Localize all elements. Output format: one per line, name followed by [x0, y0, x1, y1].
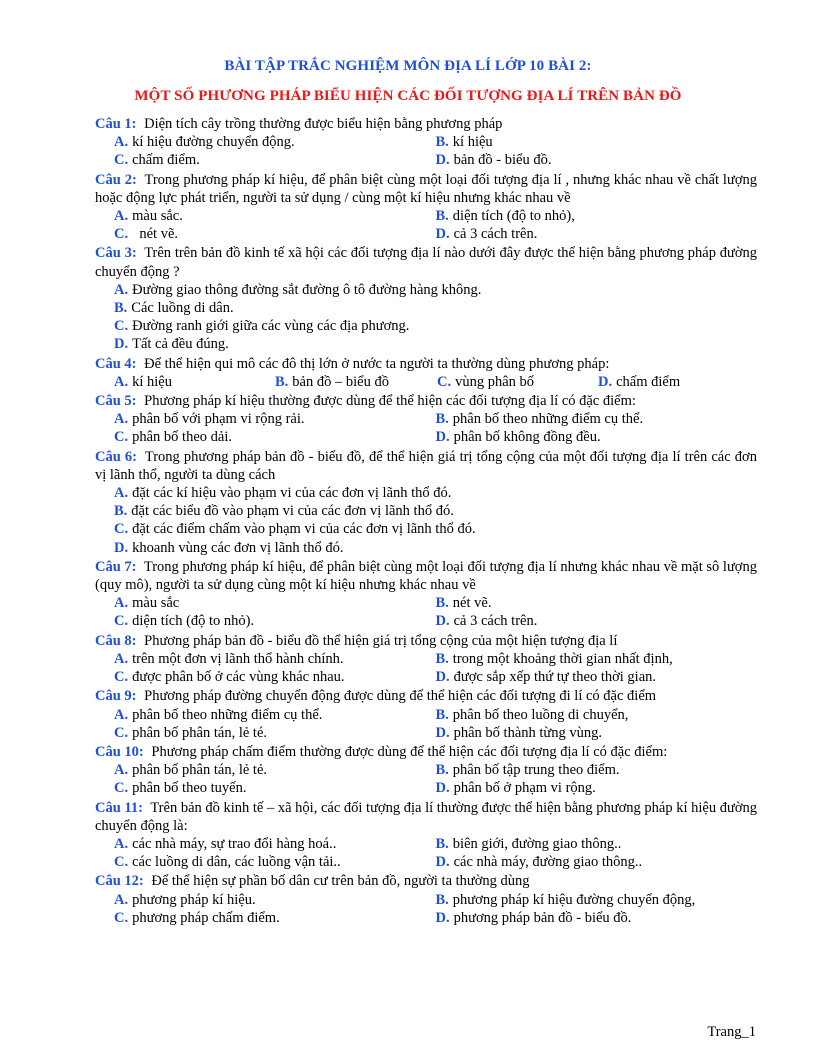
option-letter: A. — [114, 706, 129, 723]
answer-options — [95, 484, 757, 557]
option-letter: C. — [114, 669, 129, 686]
option-letter: B. — [435, 706, 449, 723]
option-letter: B. — [114, 300, 128, 317]
question-stem — [95, 872, 757, 890]
option-row — [114, 612, 757, 630]
option-row — [114, 835, 757, 853]
option-row — [114, 410, 757, 428]
question-text: Trên bản đồ kinh tế – xã hội, các đối tượng địa lí thường được thể hiện bằng phương pháp kí hiệu đường chuyển động là: — [95, 799, 757, 834]
option-text: phân bố ở phạm vi rộng. — [453, 780, 596, 797]
page-number: Trang_1 — [707, 1024, 756, 1040]
question-3 — [95, 244, 757, 353]
question-text: Diện tích cây trồng thường được biểu hiện bằng phương pháp — [144, 116, 503, 132]
option-letter: D. — [435, 613, 450, 630]
option-letter: D. — [435, 669, 450, 686]
answer-option — [114, 520, 476, 538]
answer-options — [95, 410, 757, 446]
question-text: Phương pháp chấm điểm thường được dùng để thể hiện các đối tượng địa lí có đặc điểm: — [151, 743, 668, 760]
question-label: Câu 5: — [95, 393, 137, 410]
answer-option — [114, 151, 436, 169]
answer-options — [95, 281, 757, 354]
option-text: khoanh vùng các đơn vị lãnh thổ đó. — [132, 539, 344, 556]
option-letter: A. — [114, 281, 129, 298]
answer-option — [114, 207, 436, 225]
question-stem — [95, 743, 757, 761]
option-letter: A. — [114, 208, 129, 225]
question-stem — [95, 171, 757, 207]
option-letter: C. — [114, 318, 129, 335]
question-4 — [95, 355, 757, 391]
option-letter: D. — [598, 373, 613, 390]
answer-options — [95, 706, 757, 742]
answer-option — [598, 373, 680, 391]
option-row — [114, 428, 757, 446]
option-row — [114, 891, 757, 909]
option-row — [114, 225, 757, 243]
question-stem — [95, 632, 757, 650]
answer-option — [436, 650, 758, 668]
option-text: phân bố phân tán, lẻ tẻ. — [132, 762, 267, 779]
question-label: Câu 12: — [95, 873, 144, 890]
question-label: Câu 8: — [95, 632, 137, 649]
answer-option — [114, 724, 436, 742]
answer-options — [95, 594, 757, 630]
option-text: các nhà máy, sự trao đổi hàng hoá.. — [132, 835, 337, 852]
answer-option — [114, 299, 234, 317]
question-10 — [95, 743, 757, 798]
option-row — [114, 668, 757, 686]
answer-option — [437, 373, 598, 391]
option-text: Đường ranh giới giữa các vùng các địa phương. — [132, 318, 410, 335]
option-row — [114, 539, 757, 557]
answer-option — [114, 594, 436, 612]
option-text: màu sắc — [132, 595, 180, 612]
option-letter: B. — [435, 208, 449, 225]
option-text: kí hiệu đường chuyển động. — [132, 134, 295, 151]
option-letter: D. — [435, 152, 450, 169]
question-label: Câu 7: — [95, 558, 137, 575]
answer-option — [275, 373, 437, 391]
answer-option — [436, 151, 758, 169]
answer-options — [95, 207, 757, 243]
question-stem — [95, 115, 757, 133]
option-text: phương pháp bản đồ - biểu đồ. — [453, 909, 632, 926]
option-text: phân bố với phạm vi rộng rải. — [132, 411, 305, 428]
answer-option — [436, 133, 758, 151]
option-row — [114, 133, 757, 151]
question-8 — [95, 632, 757, 687]
answer-option — [436, 706, 758, 724]
question-label: Câu 3: — [95, 245, 137, 262]
question-2 — [95, 171, 757, 244]
option-text: phương pháp kí hiệu. — [132, 891, 256, 908]
option-text: phân bố không đồng đều. — [453, 429, 601, 446]
question-11 — [95, 799, 757, 872]
question-text: Để thể hiện qui mô các đô thị lớn ở nước ta người ta thường dùng phương pháp: — [144, 355, 610, 372]
question-stem — [95, 392, 757, 410]
option-row — [114, 594, 757, 612]
option-letter: C. — [114, 909, 129, 926]
answer-options — [95, 650, 757, 686]
option-letter: B. — [275, 373, 289, 390]
answer-option — [114, 373, 275, 391]
option-text: bản đồ - biểu đồ. — [453, 152, 552, 169]
question-label: Câu 6: — [95, 448, 137, 465]
question-stem — [95, 558, 757, 594]
option-row — [114, 909, 757, 927]
answer-option — [114, 891, 436, 909]
question-stem — [95, 799, 757, 835]
option-row — [114, 520, 757, 538]
answer-option — [114, 484, 451, 502]
option-text: đặt các kí hiệu vào phạm vi của các đơn vị lãnh thổ đó. — [132, 485, 452, 502]
option-letter: D. — [435, 854, 450, 871]
option-text: trên một đơn vị lãnh thổ hành chính. — [132, 650, 344, 667]
option-text: nét vẽ. — [132, 226, 179, 243]
question-text: Để thể hiện sự phần bố dân cư trên bản đồ, người ta thường dùng — [151, 873, 530, 890]
answer-option — [436, 835, 758, 853]
option-text: bản đồ – biểu đồ — [292, 373, 389, 390]
option-letter: D. — [435, 226, 450, 243]
question-1 — [95, 115, 757, 170]
question-text: Phương pháp đường chuyển động được dùng để thể hiện các đối tượng đi lí có đặc điểm — [144, 688, 657, 705]
option-text: kí hiệu — [452, 134, 493, 151]
answer-option — [114, 835, 436, 853]
option-text: diện tích (độ to nhỏ). — [132, 613, 255, 630]
question-text: Trong phương pháp bản đồ - biểu đồ, để thể hiện giá trị tổng cộng của một đối tượng địa lí trên các đơn vị lãnh thổ, người ta dùng cách — [95, 448, 757, 483]
option-text: phân bố theo dải. — [132, 429, 232, 446]
option-letter: C. — [114, 724, 129, 741]
answer-option — [114, 317, 409, 335]
answer-option — [436, 724, 758, 742]
answer-options — [95, 835, 757, 871]
option-letter: B. — [435, 835, 449, 852]
answer-option — [114, 335, 229, 353]
option-text: phân bố phân tán, lẻ té. — [132, 724, 267, 741]
answer-option — [436, 207, 758, 225]
question-label: Câu 11: — [95, 799, 143, 816]
answer-option — [436, 761, 758, 779]
answer-option — [114, 539, 344, 557]
option-row — [114, 317, 757, 335]
option-row — [114, 706, 757, 724]
question-list — [95, 115, 757, 928]
option-letter: C. — [114, 780, 129, 797]
option-row — [114, 853, 757, 871]
option-letter: B. — [435, 650, 449, 667]
document-title: BÀI TẬP TRẮC NGHIỆM MÔN ĐỊA LÍ LỚP 10 BÀI 2: — [224, 58, 592, 74]
option-text: trong một khoảng thời gian nhất định, — [452, 650, 673, 667]
option-letter: C. — [114, 429, 129, 446]
option-text: được sắp xếp thứ tự theo thời gian. — [453, 669, 657, 686]
answer-option — [436, 612, 758, 630]
option-text: diện tích (độ to nhỏ), — [452, 208, 575, 225]
option-letter: A. — [114, 835, 129, 852]
question-7 — [95, 558, 757, 631]
question-label: Câu 9: — [95, 688, 137, 705]
option-text: kí hiệu — [132, 373, 172, 390]
question-label: Câu 1: — [95, 116, 137, 132]
answer-option — [114, 502, 454, 520]
question-5 — [95, 392, 757, 447]
answer-option — [436, 668, 758, 686]
option-text: các luồng di dân, các luồng vận tải.. — [132, 854, 341, 871]
question-text: Trong phương pháp kí hiệu, để phân biệt cùng một loại đối tượng địa lí nhưng khác nhau về mặt sô lượng (quy mô), người ta sử dụng cùng một kí hiệu nhưng khác nhau về — [95, 558, 757, 594]
option-text: chấm điểm — [616, 373, 681, 390]
answer-option — [114, 779, 436, 797]
answer-option — [114, 650, 436, 668]
option-text: các nhà máy, đường giao thông.. — [453, 854, 643, 871]
option-row — [114, 299, 757, 317]
answer-options — [95, 373, 757, 391]
option-row — [114, 281, 757, 299]
option-letter: B. — [435, 134, 449, 151]
option-text: phân bố theo những điểm cụ thể. — [452, 411, 644, 428]
answer-options — [95, 891, 757, 927]
answer-option — [436, 891, 758, 909]
answer-option — [114, 761, 436, 779]
option-text: phân bố theo tuyến. — [132, 780, 247, 797]
question-text: Phương pháp kí hiệu thường được dùng để thể hiện các đối tượng địa lí có đặc điểm: — [144, 393, 636, 410]
option-letter: B. — [435, 411, 449, 428]
option-text: phương pháp chấm điểm. — [132, 909, 280, 926]
option-letter: A. — [114, 891, 129, 908]
answer-option — [114, 612, 436, 630]
answer-options — [95, 761, 757, 797]
question-6 — [95, 448, 757, 557]
answer-option — [114, 428, 436, 446]
option-letter: C. — [114, 152, 129, 169]
question-text: Phương pháp bản đồ - biểu đồ thể hiện giá trị tổng cộng của một hiện tượng địa lí — [144, 632, 618, 649]
question-stem — [95, 687, 757, 705]
option-text: Các luồng di dân. — [131, 300, 234, 317]
question-9 — [95, 687, 757, 742]
option-text: đặt các biểu đồ vào phạm vi của các đơn vị lãnh thổ đó. — [131, 503, 454, 520]
answer-option — [114, 909, 436, 927]
option-letter: A. — [114, 485, 129, 502]
answer-option — [436, 909, 758, 927]
answer-option — [436, 410, 758, 428]
answer-option — [436, 853, 758, 871]
option-text: cả 3 cách trên. — [453, 226, 538, 243]
question-label: Câu 4: — [95, 355, 137, 372]
option-letter: D. — [114, 336, 129, 353]
option-row — [114, 724, 757, 742]
option-letter: D. — [435, 780, 450, 797]
option-text: chấm điểm. — [132, 152, 200, 169]
option-letter: A. — [114, 411, 129, 428]
option-letter: C. — [114, 613, 129, 630]
option-letter: D. — [435, 429, 450, 446]
answer-option — [436, 779, 758, 797]
option-letter: B. — [435, 595, 449, 612]
answer-option — [114, 281, 481, 299]
answer-option — [114, 133, 436, 151]
option-text: Tất cả đều đúng. — [132, 336, 229, 353]
question-stem — [95, 355, 757, 373]
option-row — [114, 151, 757, 169]
option-letter: D. — [114, 539, 129, 556]
option-letter: C. — [114, 226, 129, 243]
answer-option — [114, 706, 436, 724]
option-row — [114, 373, 757, 391]
option-text: nét vẽ. — [452, 595, 492, 612]
option-letter: A. — [114, 373, 129, 390]
option-letter: A. — [114, 650, 129, 667]
question-label: Câu 10: — [95, 743, 144, 760]
question-12 — [95, 872, 757, 927]
answer-option — [436, 428, 758, 446]
question-stem — [95, 244, 757, 280]
answer-option — [114, 225, 436, 243]
document-subtitle: MỘT SỐ PHƯƠNG PHÁP BIỂU HIỆN CÁC ĐỐI TƯỢNG ĐỊA LÍ TRÊN BẢN ĐỒ — [134, 88, 682, 104]
option-letter: C. — [114, 521, 129, 538]
question-text: Trên trên bản đồ kinh tế xã hội các đối tượng địa lí nào dưới đây được thể hiện bằng phương pháp đường chuyển động ? — [95, 245, 758, 280]
option-text: phân bố tập trung theo điểm. — [452, 762, 620, 779]
answer-option — [436, 594, 758, 612]
answer-option — [114, 853, 436, 871]
option-row — [114, 650, 757, 668]
option-letter: D. — [435, 724, 450, 741]
option-row — [114, 207, 757, 225]
option-row — [114, 779, 757, 797]
option-text: phân bố theo những điểm cụ thể. — [132, 706, 323, 723]
option-letter: A. — [114, 134, 129, 151]
option-letter: B. — [114, 503, 128, 520]
option-row — [114, 335, 757, 353]
answer-options — [95, 133, 757, 169]
option-text: đặt các điểm chấm vào phạm vi của các đơn vị lãnh thổ đó. — [132, 521, 476, 538]
option-text: cả 3 cách trên. — [453, 613, 538, 630]
option-row — [114, 484, 757, 502]
option-row — [114, 502, 757, 520]
option-text: màu sắc. — [132, 208, 183, 225]
option-text: phân bố thành từng vùng. — [453, 724, 603, 741]
question-stem — [95, 448, 757, 484]
option-text: phân bố theo luồng di chuyển, — [452, 706, 629, 723]
option-letter: B. — [435, 891, 449, 908]
answer-option — [114, 668, 436, 686]
option-text: vùng phân bố — [455, 373, 535, 390]
question-label: Câu 2: — [95, 171, 137, 188]
option-letter: C. — [114, 854, 129, 871]
question-text: Trong phương pháp kí hiệu, để phân biệt cùng một loại đối tượng địa lí , nhưng khác nhau về chất lượng hoặc động lực phát triển, người ta sử dụng / cùng một kí hiệu nhưng khác nhau về — [95, 171, 757, 206]
option-text: được phân bố ở các vùng khác nhau. — [132, 669, 345, 686]
option-text: Đường giao thông đường sắt đường ô tô đường hàng không. — [132, 281, 482, 298]
option-letter: A. — [114, 762, 129, 779]
option-row — [114, 761, 757, 779]
option-letter: C. — [437, 373, 452, 390]
option-text: phương pháp kí hiệu đường chuyển động, — [452, 891, 696, 908]
answer-option — [114, 410, 436, 428]
answer-option — [436, 225, 758, 243]
option-letter: D. — [435, 909, 450, 926]
option-letter: B. — [435, 762, 449, 779]
option-text: biên giới, đường giao thông.. — [452, 835, 622, 852]
option-letter: A. — [114, 595, 129, 612]
